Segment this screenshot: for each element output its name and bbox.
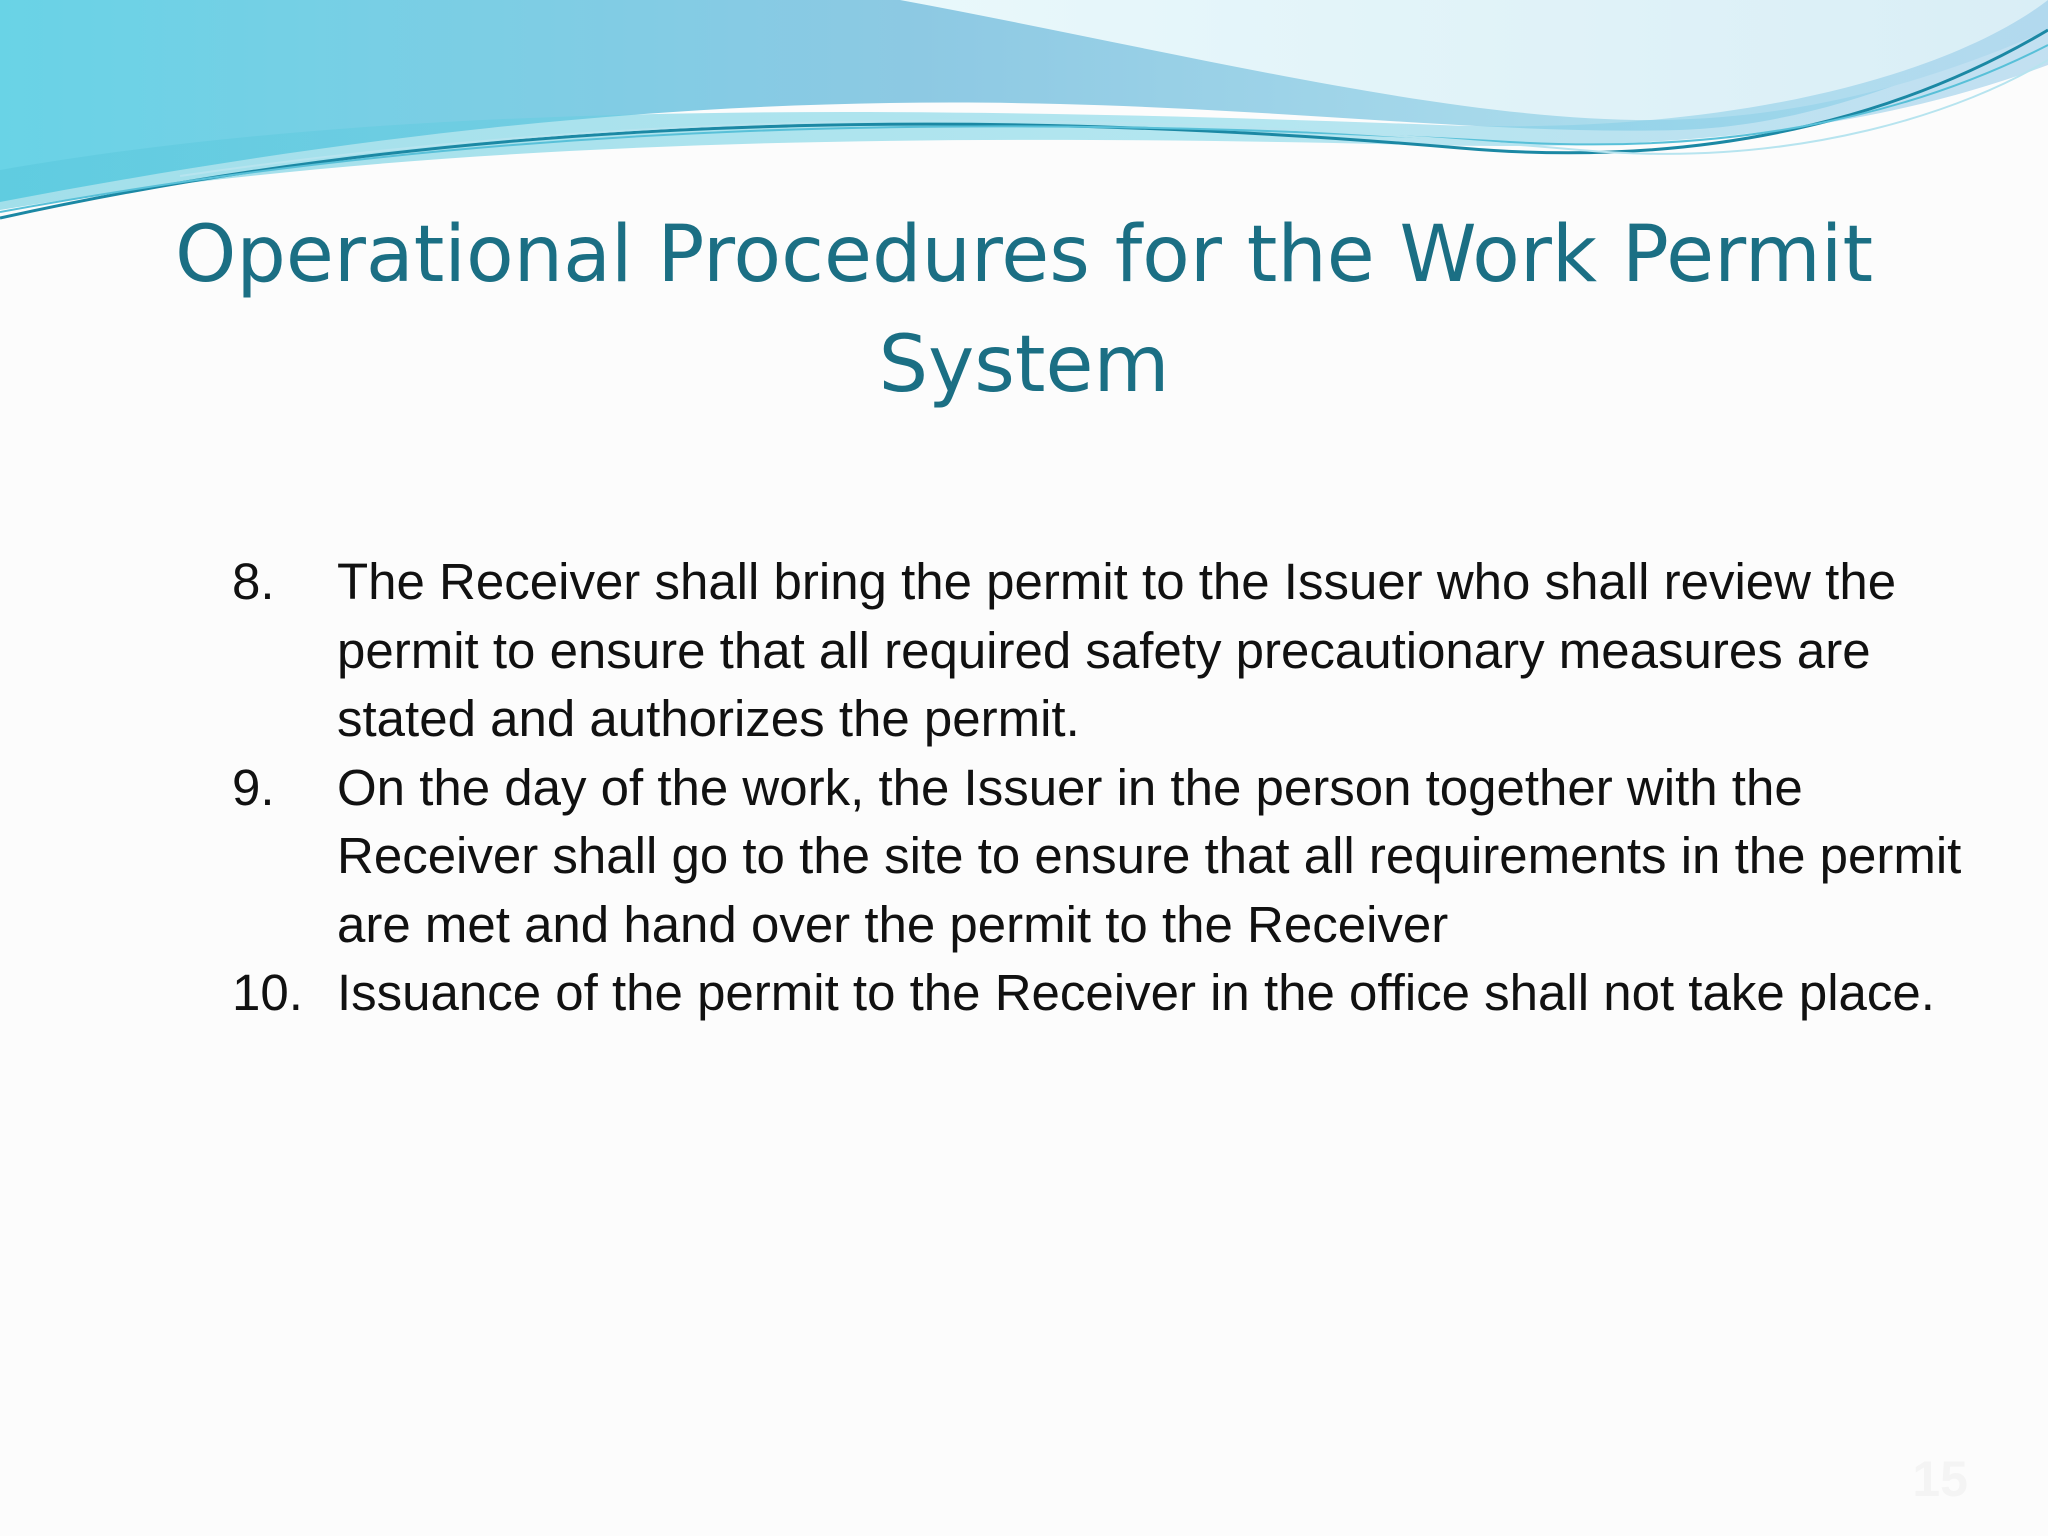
slide-number: 15 xyxy=(1912,1451,1968,1507)
list-item-text: The Receiver shall bring the permit to the Issuer who shall review the permit to ensure that all required safety precautionary measures are stated and authorizes the permit. xyxy=(337,553,1897,747)
list-item-8 xyxy=(232,548,1992,754)
list-item-text: Issuance of the permit to the Receiver in the office shall not take place. xyxy=(337,964,1935,1021)
list-item-number: 8. xyxy=(232,553,275,610)
list-item-text: On the day of the work, the Issuer in the person together with the Receiver shall go to the site to ensure that all requirements in the permit are met and hand over the permit to the Receiver xyxy=(337,758,1962,953)
list-item-9 xyxy=(232,754,1992,960)
slide-title: Operational Procedures for the Work Permit System xyxy=(174,210,1874,410)
list-item-10 xyxy=(232,959,1992,1028)
procedure-list xyxy=(232,548,1992,1028)
list-item-number: 9. xyxy=(232,758,275,816)
list-item-number: 10. xyxy=(232,964,303,1021)
